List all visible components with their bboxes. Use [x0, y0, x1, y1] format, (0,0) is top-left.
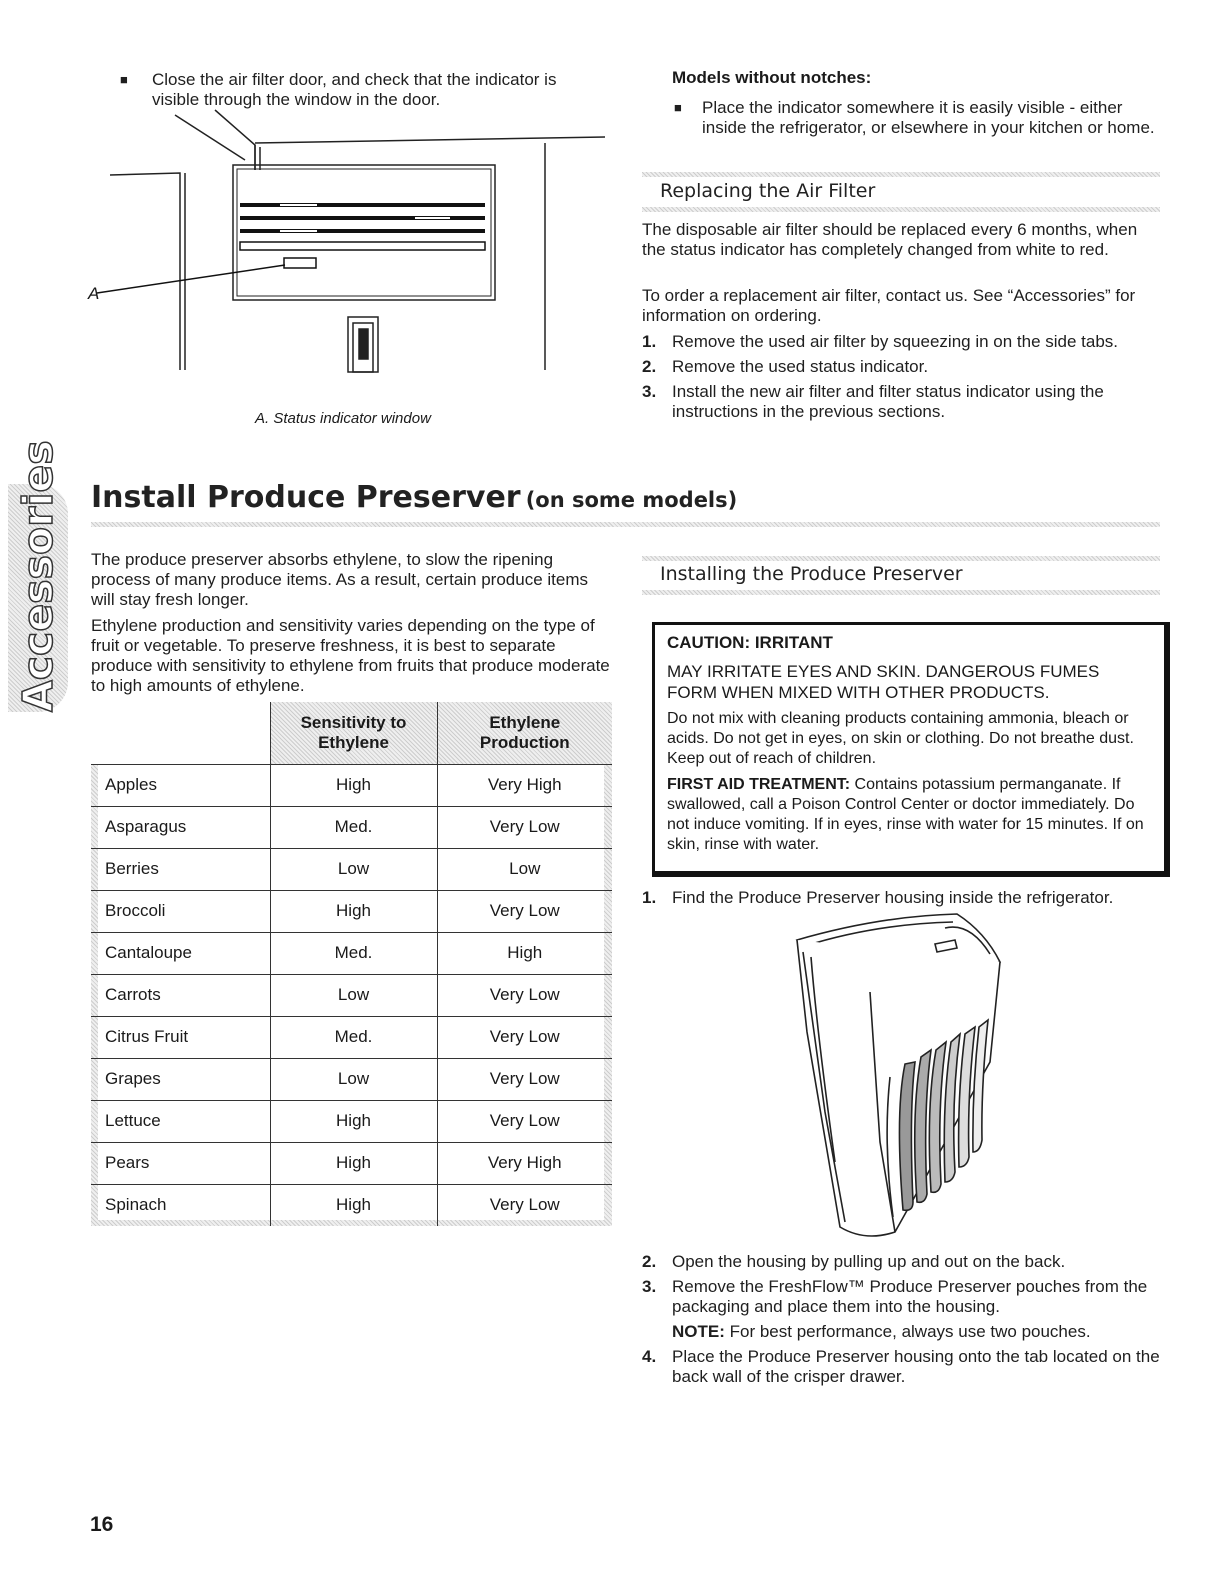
side-tab-label: Accessories: [14, 440, 62, 712]
indicator-placement-bullet: [672, 98, 1162, 138]
table-cell-production: Very Low: [437, 806, 612, 848]
table-cell-produce: Asparagus: [91, 806, 270, 848]
caution-heading: CAUTION: IRRITANT: [667, 633, 833, 652]
section-rule: [642, 590, 1160, 595]
step-text: Remove the used status indicator.: [672, 357, 929, 376]
step-number: 2.: [642, 357, 657, 376]
produce-para-2: Ethylene production and sensitivity varies depending on the type of fruit or vegetable. To preserve freshness, it is best to separate produce with sensitivity to ethylene from fruits that produce moderate to high amounts of ethylene.: [91, 616, 610, 695]
table-cell-production: Very Low: [437, 890, 612, 932]
table-cell-sensitivity: High: [270, 890, 437, 932]
status-indicator-figure: [85, 105, 615, 375]
table-cell-produce: Citrus Fruit: [91, 1016, 270, 1058]
table-header-production: Ethylene Production: [437, 702, 612, 764]
table-cell-sensitivity: High: [270, 764, 437, 806]
table-cell-production: Very Low: [437, 1100, 612, 1142]
table-cell-production: Low: [437, 848, 612, 890]
table-row: [91, 1016, 612, 1058]
section-title-rule: [91, 522, 1160, 527]
table-row: [91, 1058, 612, 1100]
table-cell-produce: Berries: [91, 848, 270, 890]
table-row: [91, 848, 612, 890]
step-item: [642, 1252, 1167, 1272]
table-cell-sensitivity: High: [270, 1142, 437, 1184]
step-number: 1.: [642, 332, 657, 351]
step-item: [642, 332, 1167, 352]
table-header-row: [91, 702, 612, 764]
table-cell-sensitivity: Low: [270, 1058, 437, 1100]
table-cell-sensitivity: Med.: [270, 1016, 437, 1058]
table-cell-produce: Apples: [91, 764, 270, 806]
section-title: [91, 480, 737, 515]
note-text: For best performance, always use two pouches.: [724, 1322, 1091, 1341]
table-cell-sensitivity: Med.: [270, 932, 437, 974]
section-title-main: Install Produce Preserver: [91, 480, 521, 515]
table-header-blank: [91, 702, 270, 764]
step-text: Remove the FreshFlow™ Produce Preserver pouches from the packaging and place them into the housing.: [672, 1277, 1148, 1316]
step-text: Remove the used air filter by squeezing in on the side tabs.: [672, 332, 1119, 351]
replace-steps: [642, 332, 1167, 427]
first-aid-label: FIRST AID TREATMENT:: [667, 776, 851, 793]
table-row: [91, 1100, 612, 1142]
table-cell-production: Very High: [437, 764, 612, 806]
table-row: [91, 890, 612, 932]
table-cell-sensitivity: Med.: [270, 806, 437, 848]
caution-box: [652, 622, 1170, 877]
step-item: [642, 1277, 1167, 1317]
models-without-notches-heading: Models without notches:: [672, 68, 872, 87]
step-text: Find the Produce Preserver housing inside the refrigerator.: [672, 888, 1114, 907]
first-aid-text: Contains potassium permanganate. If swallowed, call a Poison Control Center or doctor immediately. Do not induce vomiting. If in eyes, rinse with water for 15 minutes. If on skin, rinse with water.: [667, 776, 1144, 853]
produce-para-1: The produce preserver absorbs ethylene, to slow the ripening process of many produce items. As a result, certain produce items will stay fresh longer.: [91, 550, 589, 609]
table-cell-produce: Broccoli: [91, 890, 270, 932]
table-cell-sensitivity: Low: [270, 974, 437, 1016]
first-aid: [667, 775, 1152, 855]
table-row: [91, 1184, 612, 1226]
step-text: Open the housing by pulling up and out on the back.: [672, 1252, 1066, 1271]
figure-label-a: A: [88, 284, 100, 303]
table-header-sensitivity: Sensitivity to Ethylene: [270, 702, 437, 764]
section-rule: [642, 172, 1160, 177]
page-number: 16: [90, 1513, 114, 1536]
table-row: [91, 1142, 612, 1184]
bullet-marker: ■: [120, 72, 128, 87]
table-cell-produce: Lettuce: [91, 1100, 270, 1142]
produce-preserver-housing-illustration: [785, 912, 1010, 1242]
air-filter-door-bullet: [118, 70, 588, 110]
table-row: [91, 974, 612, 1016]
table-cell-produce: Grapes: [91, 1058, 270, 1100]
table-cell-production: Very Low: [489, 1195, 560, 1215]
step-number: 3.: [642, 382, 657, 401]
note: [642, 1322, 1167, 1342]
figure-caption: A. Status indicator window: [255, 410, 431, 427]
section-title-sub: (on some models): [525, 488, 738, 512]
installing-heading: Installing the Produce Preserver: [660, 563, 963, 585]
install-step-1: [642, 888, 1167, 908]
table-cell-production: Very High: [437, 1142, 612, 1184]
install-steps-continued: [642, 1252, 1167, 1392]
table-cell-production: High: [437, 932, 612, 974]
step-number: 2.: [642, 1252, 657, 1271]
table-cell-produce: Spinach: [91, 1184, 270, 1226]
step-number: 1.: [642, 888, 657, 907]
produce-table: [91, 702, 612, 1226]
table-cell-sensitivity: High: [270, 1184, 437, 1226]
table-cell-produce: Carrots: [91, 974, 270, 1016]
step-text: Place the Produce Preserver housing onto the tab located on the back wall of the crisper drawer.: [672, 1347, 1160, 1386]
replacing-air-filter-heading: Replacing the Air Filter: [660, 180, 876, 202]
caution-warning: MAY IRRITATE EYES AND SKIN. DANGEROUS FUMES FORM WHEN MIXED WITH OTHER PRODUCTS.: [667, 662, 1100, 702]
table-row: [91, 764, 612, 806]
bullet-text: Close the air filter door, and check that the indicator is visible through the window in the door.: [152, 70, 557, 109]
table-cell-production: Very Low: [437, 1016, 612, 1058]
table-cell-sensitivity: High: [270, 1100, 437, 1142]
step-number: 4.: [642, 1347, 657, 1366]
table-cell-produce: Cantaloupe: [91, 932, 270, 974]
step-item: [642, 1347, 1167, 1387]
step-item: [642, 382, 1167, 422]
table-cell-production: Very Low: [437, 974, 612, 1016]
step-number: 3.: [642, 1277, 657, 1296]
section-rule: [642, 207, 1160, 212]
table-cell-produce: Pears: [91, 1142, 270, 1184]
replace-para-1: The disposable air filter should be replaced every 6 months, when the status indicator has completely changed from white to red.: [642, 220, 1138, 259]
note-label: NOTE:: [672, 1322, 725, 1341]
bullet-marker: ■: [674, 100, 682, 115]
replace-para-2: To order a replacement air filter, contact us. See “Accessories” for information on ordering.: [642, 286, 1136, 325]
table-row: [91, 932, 612, 974]
table-row: [91, 806, 612, 848]
step-text: Install the new air filter and filter status indicator using the instructions in the previous sections.: [672, 382, 1104, 421]
section-rule: [642, 556, 1160, 561]
bullet-text: Place the indicator somewhere it is easily visible - either inside the refrigerator, or elsewhere in your kitchen or home.: [702, 98, 1155, 137]
table-cell-sensitivity: Low: [270, 848, 437, 890]
table-cell-production: Very Low: [437, 1058, 612, 1100]
caution-text: Do not mix with cleaning products containing ammonia, bleach or acids. Do not get in eyes, on skin or clothing. Do not breathe dust. Keep out of reach of children.: [667, 710, 1134, 767]
step-item: [642, 357, 1167, 377]
